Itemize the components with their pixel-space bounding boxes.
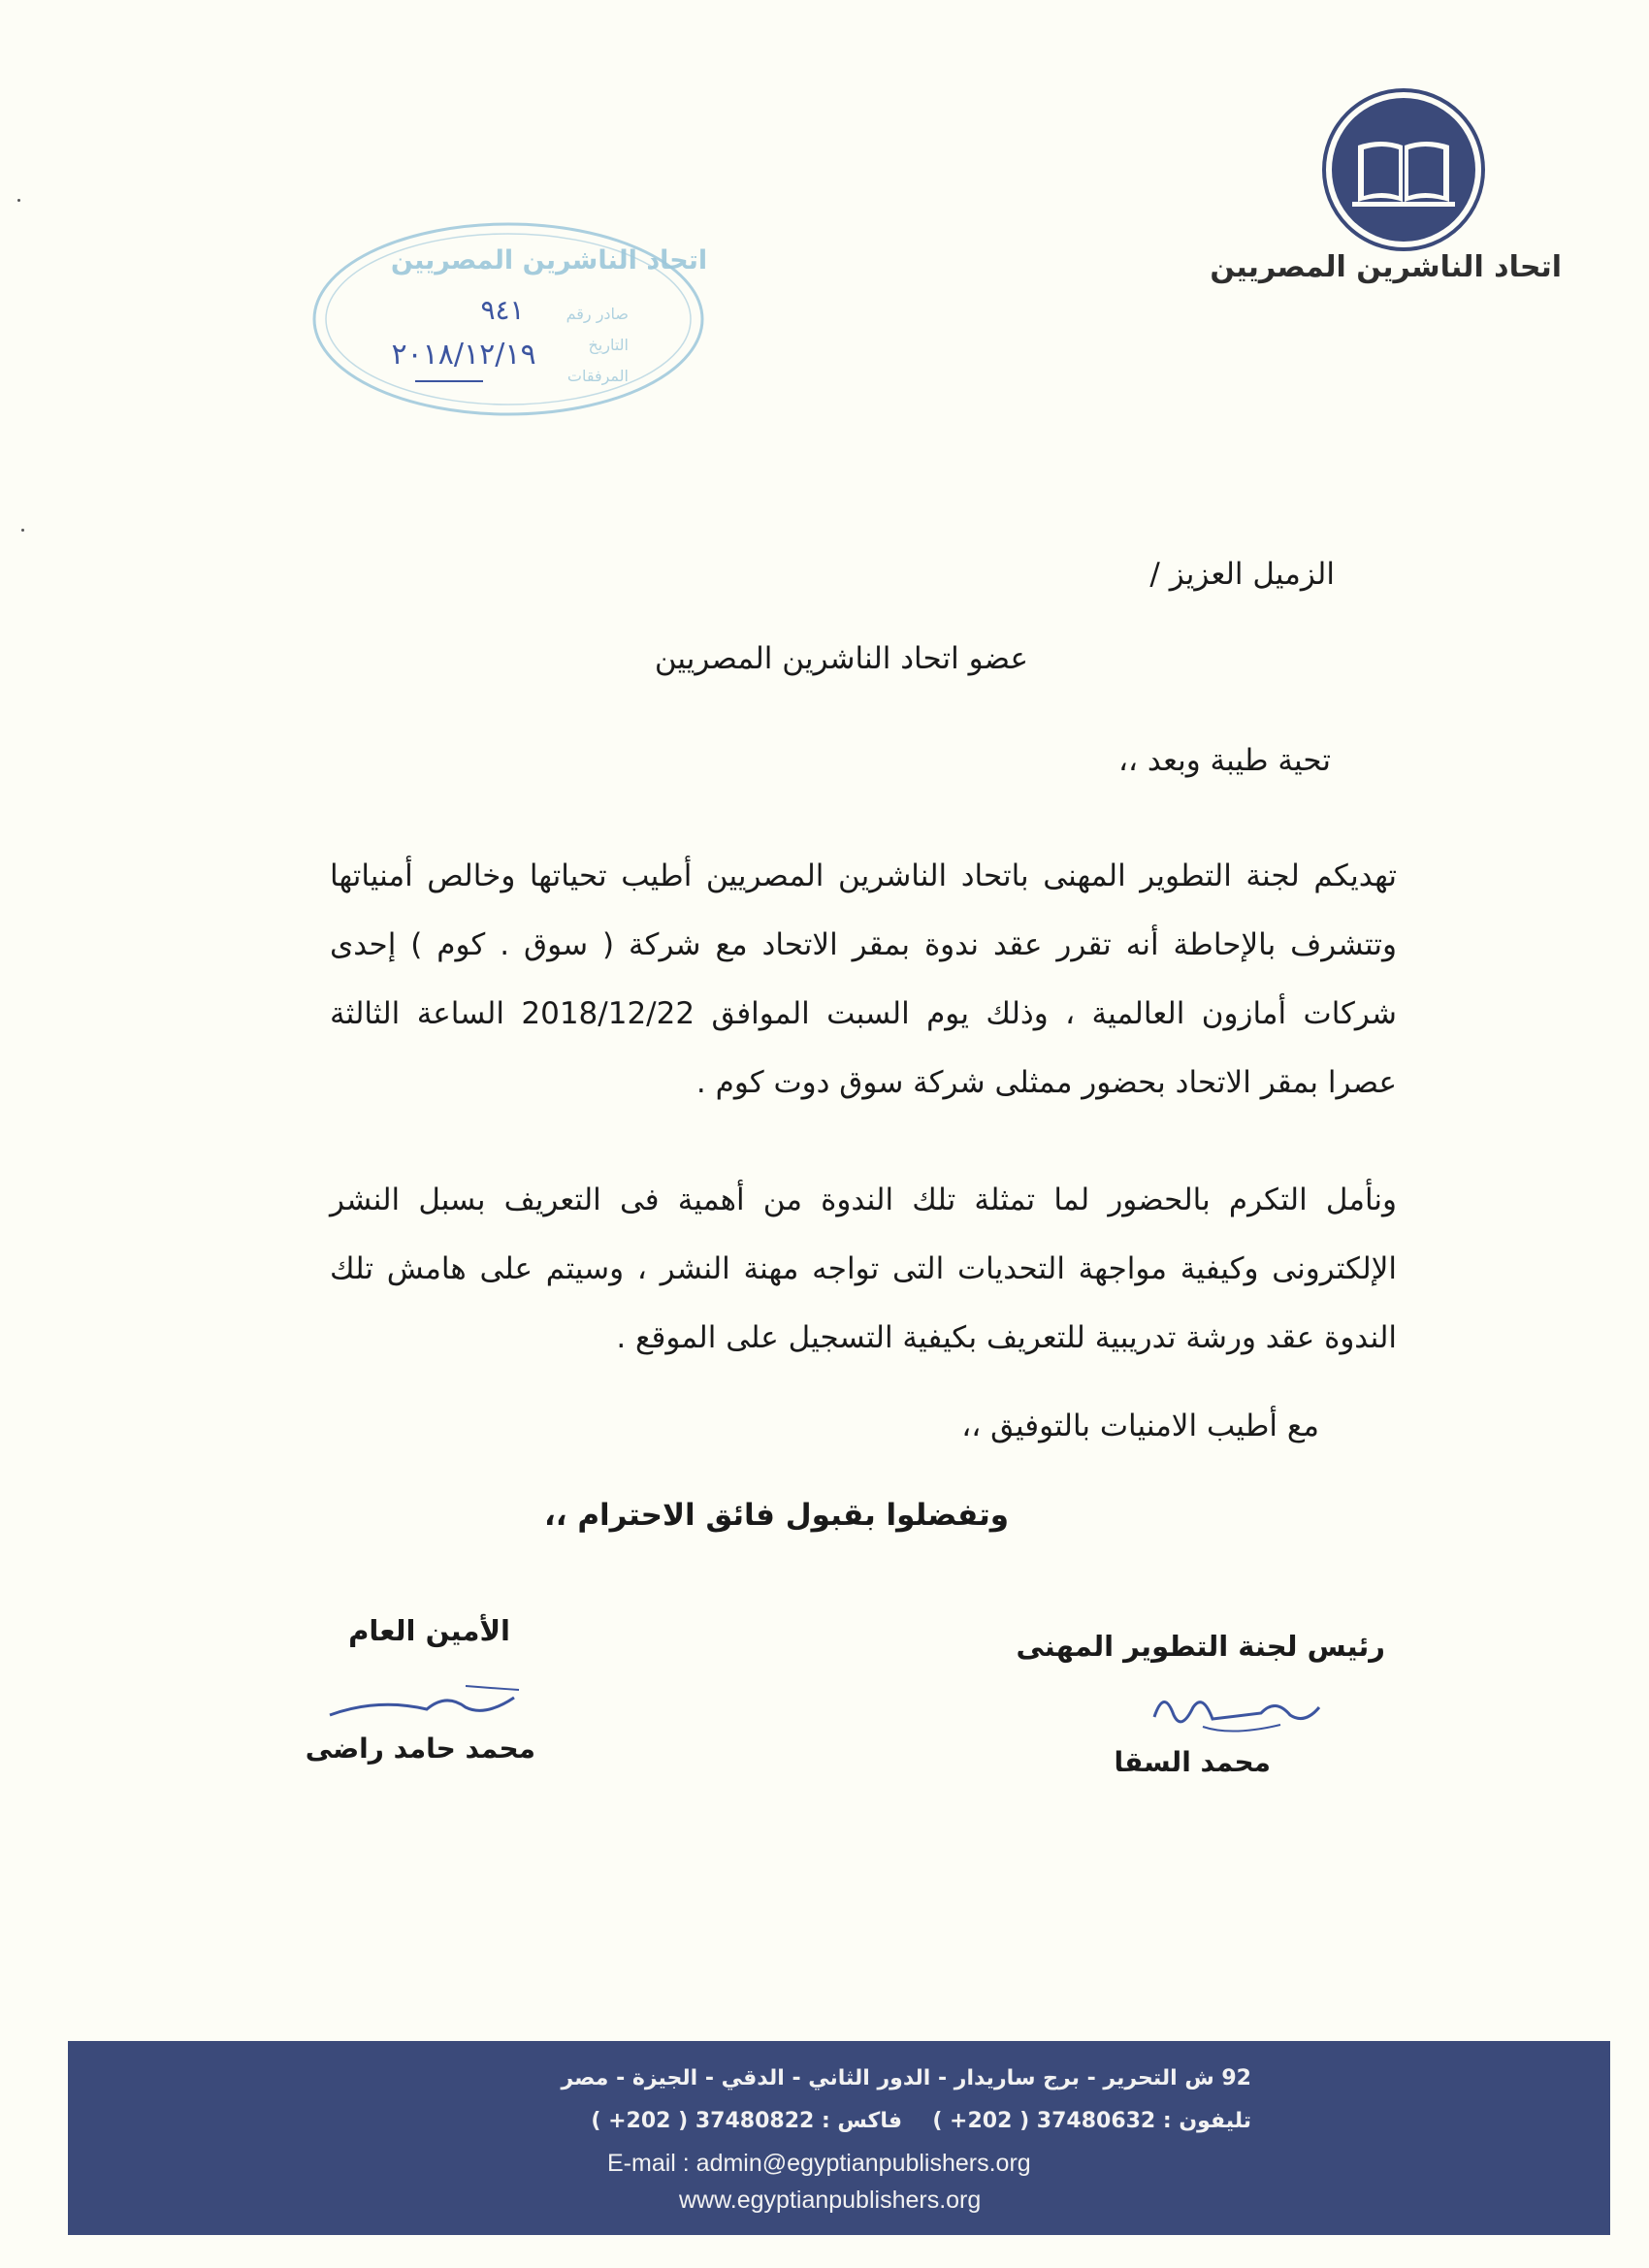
- greeting: تحية طيبة وبعد ،،: [1117, 743, 1331, 778]
- footer-phone: تليفون : 37480632 ( 202+ ): [932, 2109, 1251, 2133]
- letter-paragraph-2: ونأمل التكرم بالحضور لما تمثلة تلك الندوة من أهمية فى التعريف بسبل النشر الإلكترونى وكيفية مواجهة التحديات التى تواجه مهنة النشر ، وسيتم على هامش تلك الندوة عقد ورشة تدريبية للتعريف بكيفية التسجيل على الموقع .: [330, 1183, 1397, 1355]
- scan-speck: [17, 199, 20, 202]
- footer-email[interactable]: E-mail : admin@egyptianpublishers.org: [607, 2150, 1031, 2177]
- stamp-label-issue: صادر رقم: [566, 305, 629, 323]
- signature-right: [1145, 1678, 1339, 1746]
- official-stamp: [308, 218, 708, 420]
- salutation: الزميل العزيز /: [1149, 557, 1335, 592]
- stamp-label-attachments: المرفقات: [566, 367, 629, 385]
- wishes-line: مع أطيب الامنيات بالتوفيق ،،: [961, 1409, 1319, 1443]
- signatory-left-name: محمد حامد راضى: [305, 1733, 535, 1765]
- signatory-right-title: رئيس لجنة التطوير المهنى: [1016, 1630, 1385, 1663]
- scan-speck: [21, 529, 24, 532]
- signatory-left-title: الأمين العام: [348, 1614, 510, 1647]
- stamp-org-text: اتحاد الناشرين المصريين: [390, 245, 708, 275]
- open-book-icon: [1321, 87, 1486, 252]
- signatory-right-name: محمد السقا: [1114, 1746, 1271, 1778]
- stamp-date: ٢٠١٨/١٢/١٩: [391, 338, 536, 372]
- signature-left: [320, 1669, 534, 1736]
- closing-line: وتفضلوا بقبول فائق الاحترام ،،: [543, 1498, 1009, 1533]
- footer-website[interactable]: www.egyptianpublishers.org: [679, 2187, 982, 2214]
- footer-fax: فاكس : 37480822 ( 202+ ): [591, 2109, 902, 2133]
- letter-paragraph-1: تهديكم لجنة التطوير المهنى باتحاد الناشرين المصريين أطيب تحياتها وخالص أمنياتها وتتشرف بالإحاطة أنه تقرر عقد ندوة بمقر الاتحاد مع شركة ( سوق . كوم ) إحدى شركات أمازون العالمية ، وذلك يوم السبت الموافق 2018/12/22 الساعة الثالثة عصرا بمقر الاتحاد بحضور ممثلى شركة سوق دوت كوم .: [330, 859, 1397, 1100]
- organization-name: اتحاد الناشرين المصريين: [1210, 250, 1562, 284]
- footer-address: 92 ش التحرير - برج ساريدار - الدور الثاني - الدقي - الجيزة - مصر: [561, 2066, 1251, 2090]
- letterhead-footer: [68, 2041, 1610, 2235]
- stamp-label-date: التاريخ: [588, 336, 629, 354]
- addressee: عضو اتحاد الناشرين المصريين: [654, 641, 1028, 676]
- stamp-issue-number: ٩٤١: [480, 294, 525, 326]
